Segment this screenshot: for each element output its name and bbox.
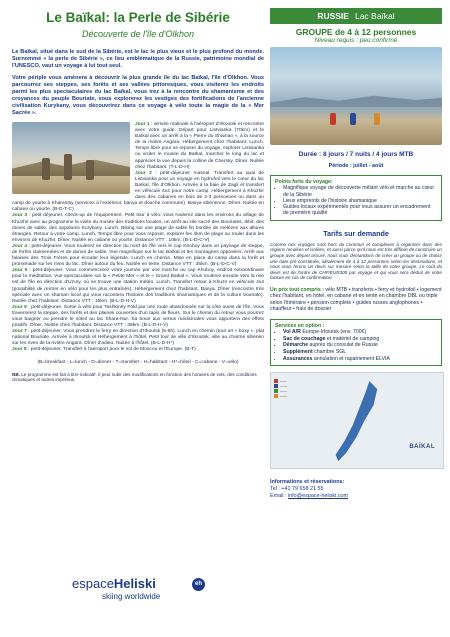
option-item: • Démarche auprès du consulat de Russie [283, 342, 437, 349]
cyclists-photo [270, 47, 442, 145]
page-title: Le Baïkal: la Perle de Sibérie [46, 10, 230, 25]
day-label: Jour 8 [12, 347, 27, 353]
standing-stones-photo [12, 122, 130, 194]
day-description: : petit-déjeuner. Sortie à vélo pour Tashkiney Fold par une route abandonnée sur la côte ouest de l'île. Vous traverserez la steppe, des forêts et des plaines couvertes d'un tapis de fleurs. Sur le chemin du retour vous pourrez vous baigner ou prendre le soleil au lac Shara-Nur. Sa boue aux vertus médicinales vous apportera des effets positifs. Dîner. Nuitée chez l'habitant. Distance VTT : 38km. (B-L-D-H-V) [12, 304, 264, 329]
meal-abbreviations: (B=breakfast - L=lunch - D=dinner - T=transfert - H=habitant - H*=hôtel - C=cabane - V=vélo) [37, 359, 239, 365]
disclaimer-text: Le programme est fait à titre indicatif. Il peut subir des modifications en fonction des horaires de vols, des conditions climatiques et autres imprévus. [12, 371, 257, 383]
all-inclusive-price: Un prix tout compris : vélo MTB • transferts • ferry et hydrofoil • logement chez l'habitant, en hôtel, en cabane et en tente en chambre DBL ou triple selon l'itinéraire • pension complète • guides russes anglophones • chauffeur • frais de dossier [270, 286, 442, 313]
disclaimer [12, 372, 264, 383]
itinerary-day [12, 244, 264, 268]
day-label: Jour 6 [12, 304, 27, 310]
day-description: : petit-déjeuner matinal. Transfert au quai de Listvianka pour un voyage en hydrofoil vers le cœur du lac Baïkal, l'île d'Olkhon. Arrivée à la baie de Zagli et transfert en véhicule 4x4 pour notre camp. Hébergement à Khuzhir dans des cabanes en bois de 2-3 personnes ou dans un camp de yourte à Kharantsy (services à l'extérieur, banya et douche commune). Banya sibérienne. Dîner. Nuitée en cabane ou yourte. (B-D-T-C) [12, 170, 264, 213]
contact-phone: Tel : +41 79 658 21 55 [270, 485, 324, 492]
highlight-item: • Guides locaux expérimentés pour vous assurer un encadrement de première qualité [283, 204, 437, 217]
intro-paragraph-1: Le Baïkal, situé dans le sud de la Sibérie, est le lac le plus vieux et le plus profond du monde. Surnommé « la perle de Sibérie », ce lieu emblématique de la Russie, patrimoine mondial de l'UNESCO, vaut un voyage à lui tout seul. [12, 49, 264, 69]
day-label: Jour 2 [135, 170, 152, 176]
day-label: Jour 4 [12, 243, 27, 249]
itinerary-day [12, 347, 264, 353]
logo-badge-icon: eh [192, 578, 205, 591]
itinerary [12, 122, 264, 354]
intro-paragraph-2: Votre périple vous amènera à découvrir la plus grande île du lac Baïkal, l'île d'Olkhon. Vous parcourrez ses steppes, ses forêts et ses vallées pittoresques, vous visiterez les endroits parmi les plus spectaculaires du lac Baïkal, vous irez à la rencontre du shamanisme et des croyances du peuple Bouriate, vous explorerez les vestiges des fortifications de l'ancienne civilisation Kurykany, vous découvrirez dans ce voyage à vélo toute la magie de la « Mer Sacrée ». [12, 75, 264, 116]
trip-duration: Durée : 8 jours / 7 nuits / 4 jours MTB [298, 151, 414, 158]
required-level: Niveau requis : peu confirmé [314, 37, 398, 44]
contact-title: Informations et réservations: [270, 479, 345, 486]
day-description: : petit déjeuner, check-up de l'équipement. Petit tour à vélo: vous roulerez dans les environs du village de Khuzhir avec au programme la visite du musée des traditions locales, un arrêt au site sacré des Bouriates, Ikhit, des dunes de sable, des oppidums Kurykany. Lunch. Biking sur une plage de sable fin bordée de mélèzes aux allures étranges. Retour à votre camp. Lunch. Temps libre pour vous reposer, explorer les 4km de plage ou rouler dans les environs de Khuzhir. Dîner. Nuitée en cabane ou yourte. Distance VTT : 10km. (B-L-D-C-V) [12, 213, 264, 243]
day-description: : petit-déjeuner. Vous roulerez en direction du nord de l'île vers le cap Khoboy dans un paysage de steppe, de forêts clairsemées et de dunes de sable. Vue magnifique sur le lac Baïkal et les montagnes opposées. Arrêt aux falaises des Trois Frères pour écouter leur légende. Lunch en chemin. Mise en place du camp dans la forêt et promenade sur les rives du lac. Dîner autour du feu. Nuitée en tente. Distance VTT : 35km. (B-L-D-C-V) [12, 243, 264, 268]
day-label: Jour 3 [12, 213, 28, 219]
day-description: : arrivée matinale à l'aéroport d'Irkoutsk et rencontre avec votre guide. Départ pour Listvianka (70km) et le Baïkal avec un arrêt à la « Pierre du Shaman », à la source de la rivière Angara. Hébergement chez l'habitant. Lunch. Temps libre pour se reposer du voyage, explorer Listvianka ou visiter le musée du Baïkal, marcher le long du lac et apprécier la vue depuis la colline de Chersky. Dîner. Nuitée chez l'habitant. (T-L-D-H) [135, 122, 264, 170]
option-item: • Vol A/R Europe-Irkoutsk (env. 700€) [283, 329, 437, 336]
highlight-item: • Lieux empreints de l'histoire shamanique [283, 198, 437, 204]
day-description: : petit-déjeuner. Vous prendrez le ferry en direction d'Irkoutsk (5-6h). Lunch en chemin (tour urt « boxy », plat national Bouriate. Arrivée à Irkoutsk et Hébergement à l'hôtel. Petit tour de ville d'Irkoutsk, ville au charme sibérien sur les rives de la rivière Angara. Dîner d'adieu. Nuitée à l'hôtel. (B-L-D-H*) [12, 329, 264, 347]
baikal-map [270, 372, 444, 469]
itinerary-day [12, 329, 264, 347]
day-label: Jour 5 [12, 268, 28, 274]
pricing-note: Comme nos voyages sont hors du commun et complexes à organiser dans des régions reculées et isolées, et aussi parce qu'il nous est très difficile de construire un groupe avec départ assuré, nous vous demandons de créer un groupe ou de choisir une date pré-constituée, idéalement de 4 à 12 personnes selon les destinations, et nous vous ferons un devis sur mesure selon la taille de votre groupe. Le coût du devis est de l'ordre de CHF/EUR300 par voyage et qui vous sera déduit de votre facture en cas de confirmation. [270, 241, 442, 281]
highlights-title: Points forts du voyage: [275, 179, 333, 185]
option-item: • Assurances annulation et rapatriement ELVIA [283, 356, 437, 363]
day-label: Jour 7 [12, 329, 27, 335]
logo-tagline: skiing worldwide [102, 592, 161, 601]
itinerary-day [12, 268, 264, 305]
map-label: BAÏKAL [409, 444, 435, 451]
contact-info: Informations et réservations: Tel : +41 79 658 21 55 Email : info@espace-heliski.com [270, 479, 442, 499]
options-list [275, 329, 437, 362]
contact-email-link[interactable]: info@espace-heliski.com [287, 492, 348, 499]
day-description: : petit-déjeuner. Transfert à l'aéroport pour le vol de Moscou et l'Europe. (B-T) [26, 347, 196, 353]
destination-banner: RUSSIE Lac Baïkal [270, 8, 442, 24]
right-column [270, 8, 442, 624]
highlights-list [275, 185, 437, 216]
options-title: Services en option : [275, 322, 325, 329]
page-subtitle: Découverte de l'île d'Olkhon [82, 29, 194, 39]
pricing-heading: Tarifs sur demande [323, 228, 389, 238]
optional-services-box [270, 319, 442, 367]
map-legend: —— —— —— —— [274, 379, 287, 398]
option-item: • Sac de couchage et matériel de camping [283, 336, 437, 343]
itinerary-day [12, 305, 264, 329]
day-description: : petit-déjeuner. Vous commencerez votre journée par une marche au cap Khoboy, endroit extraordinaire pour la méditation. Vue spectaculaire sur la « Petite Mer » et le « Grand Baïkal ». Vous roulerez ensuite vers la rive est de l'île en direction d'Uzury, où se trouve une station météo. Lunch. Transfert retour à Khuzir en véhicule 4x4 (possibilité de rentrer en vélo pour les plus entraînés). Hébergement chez l'habitant. Banya. Dîner (rencontre très spéciale avec un shaman local qui vous racontera l'histoire des traditions shamaniques et de la culture bouriate). Nuitée chez l'habitant. Distance VTT : 15km. (B-L-D-H-V) [12, 268, 264, 304]
day-label: Jour 1 [135, 122, 150, 127]
option-item: • Supplément chambre SGL [283, 349, 437, 356]
itinerary-day [12, 213, 264, 243]
disclaimer-label: NB. [12, 371, 20, 377]
left-column [12, 8, 264, 624]
highlights-box [270, 175, 442, 221]
espaceheliski-logo: espaceHeliski eh skiing worldwide [72, 576, 222, 616]
lake-shape [333, 381, 385, 461]
highlight-item: • Magnifique voyage de découverte mêlant vélo et marche au cœur de la Sibérie [283, 185, 437, 198]
trip-period: Période : juillet - août [328, 163, 384, 169]
group-size: GROUPE de 4 à 12 personnes [295, 27, 417, 37]
